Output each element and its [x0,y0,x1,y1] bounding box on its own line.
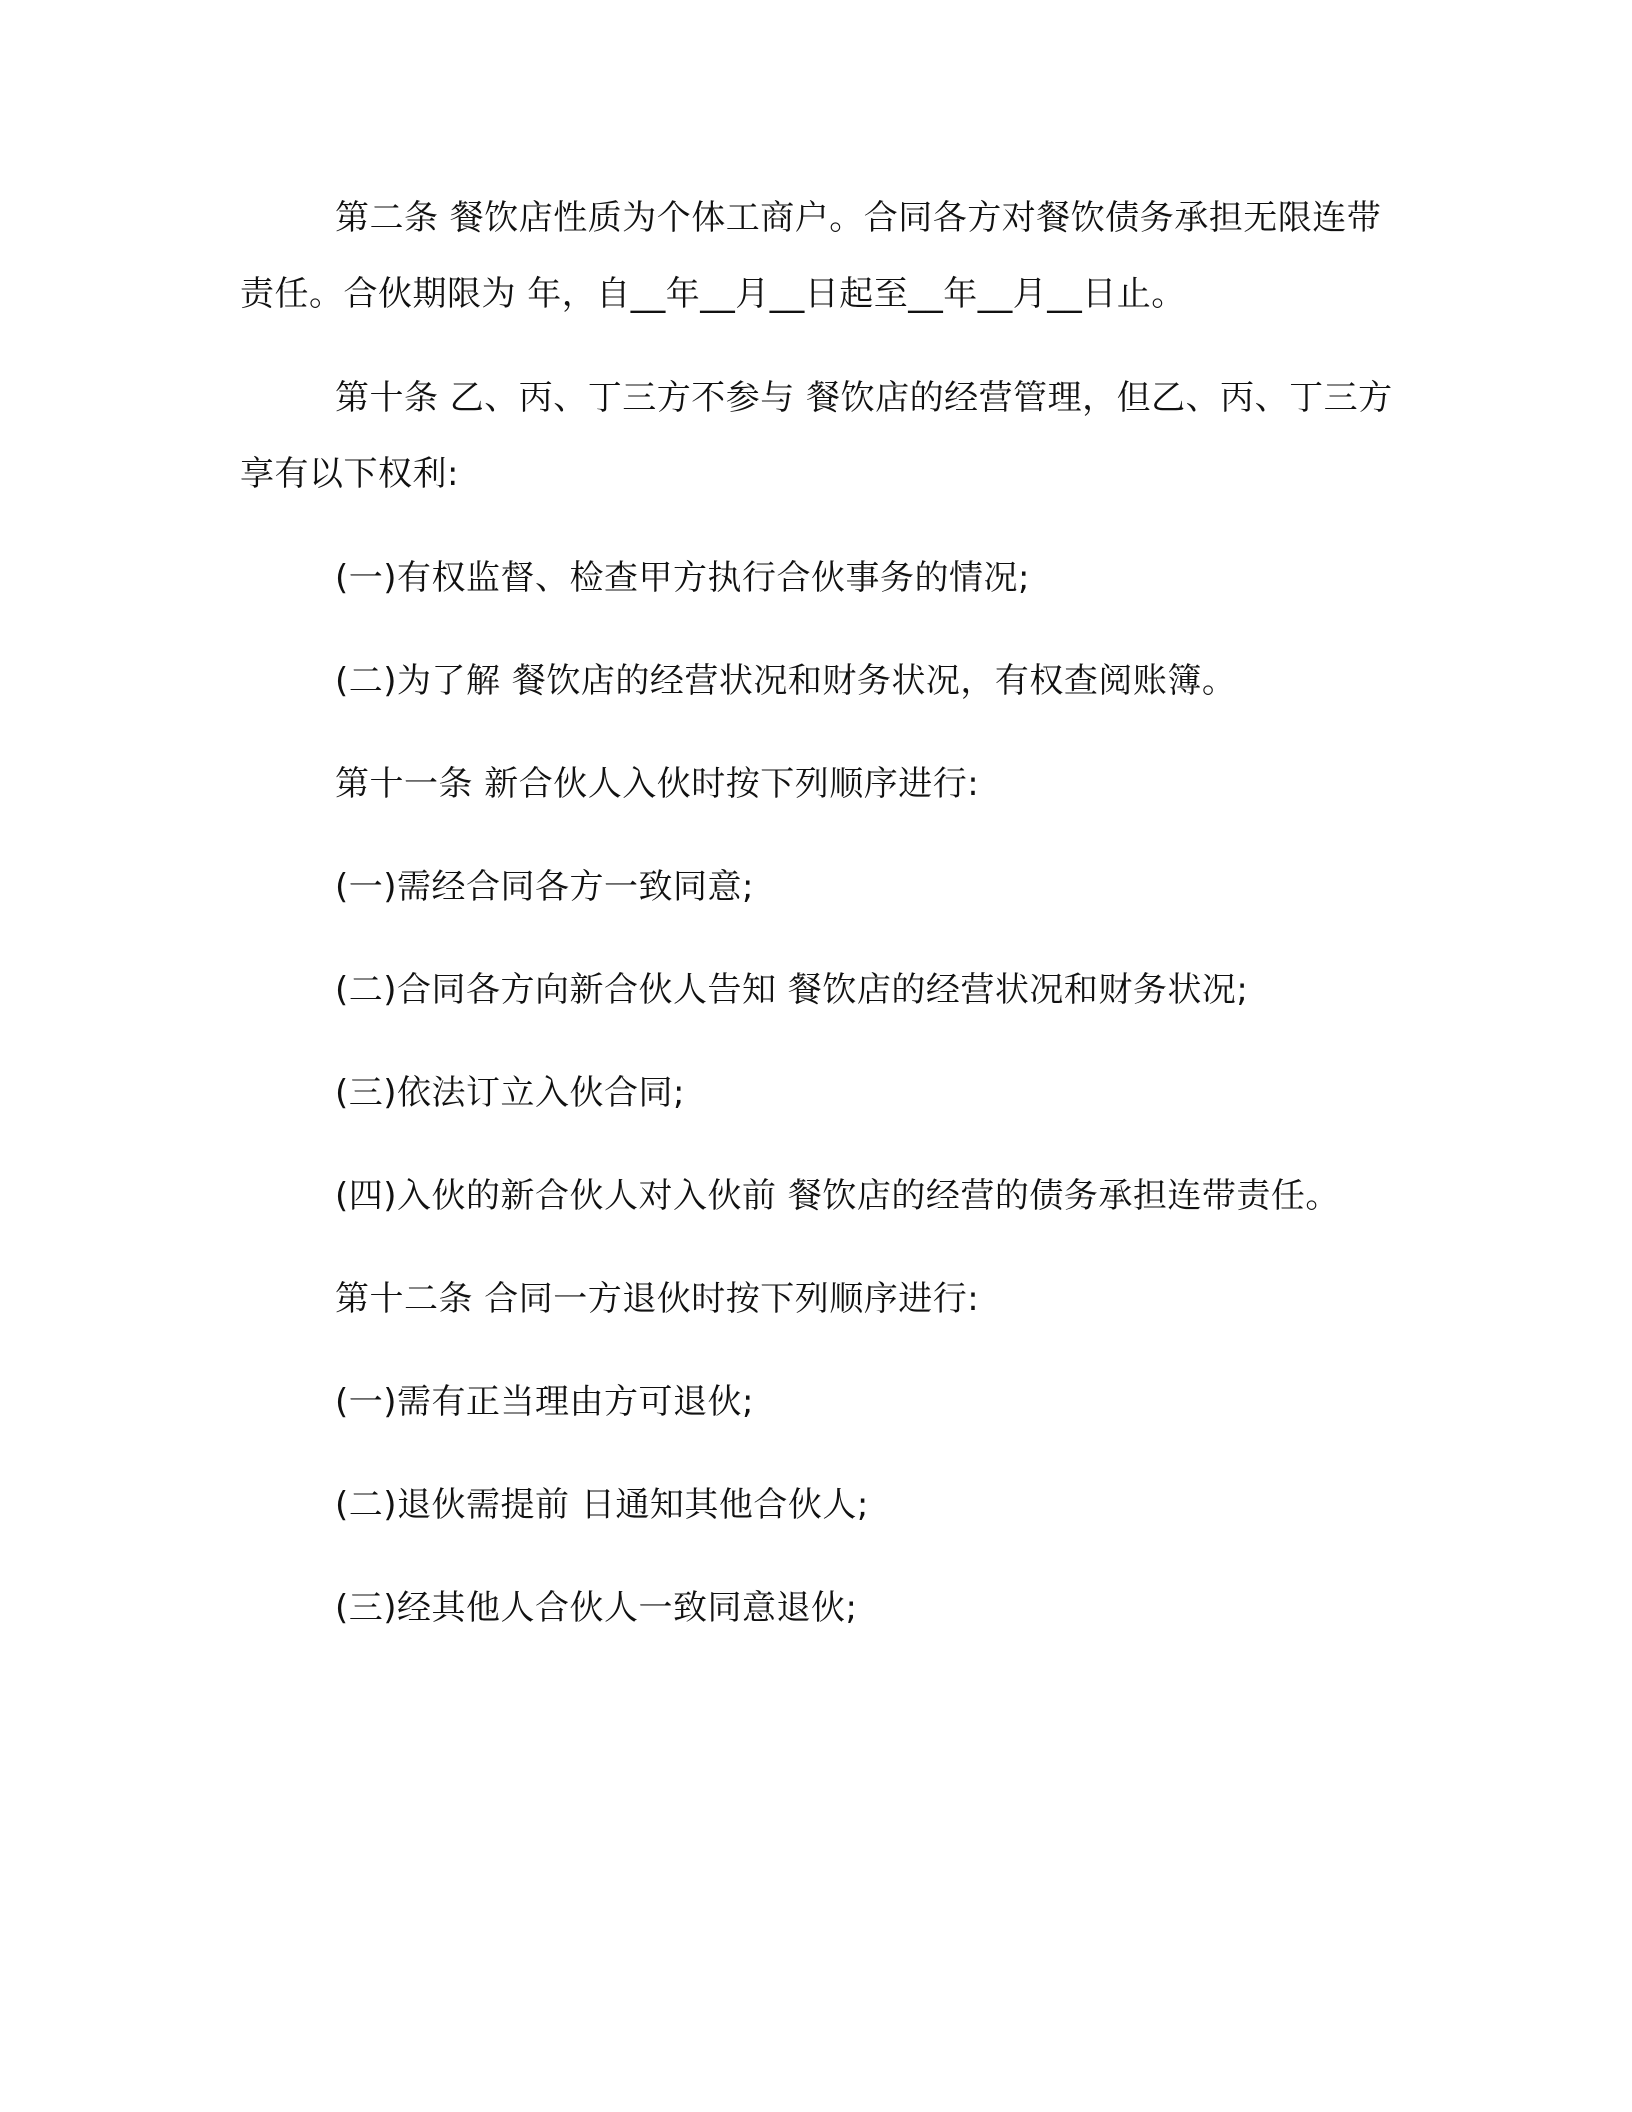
article-11-heading: 第十一条 新合伙人入伙时按下列顺序进行: [335,764,980,804]
article-12-item-2: (二)退伙需提前 日通知其他合伙人; [335,1485,869,1525]
article-11-item-2: (二)合同各方向新合伙人告知 餐饮店的经营状况和财务状况; [335,970,1249,1010]
article-11-item-4: (四)入伙的新合伙人对入伙前 餐饮店的经营的债务承担连带责任。 [335,1176,1340,1216]
article-12-heading: 第十二条 合同一方退伙时按下列顺序进行: [335,1279,980,1319]
article-12-item-3: (三)经其他人合伙人一致同意退伙; [335,1588,858,1628]
article-2-paragraph: 第二条 餐饮店性质为个体工商户。合同各方对餐饮债务承担无限连带责任。合伙期限为 年，自__年__月__日起至__年__月__日止。 [240,198,1382,314]
article-11-item-3: (三)依法订立入伙合同; [335,1073,685,1113]
article-11-item-1: (一)需经合同各方一致同意; [335,867,754,907]
article-12-item-1: (一)需有正当理由方可退伙; [335,1382,754,1422]
article-10-paragraph: 第十条 乙、丙、丁三方不参与 餐饮店的经营管理，但乙、丙、丁三方享有以下权利: [240,378,1393,494]
article-10-item-2: (二)为了解 餐饮店的经营状况和财务状况，有权查阅账簿。 [335,661,1237,701]
article-10-item-1: (一)有权监督、检查甲方执行合伙事务的情况; [335,558,1030,598]
